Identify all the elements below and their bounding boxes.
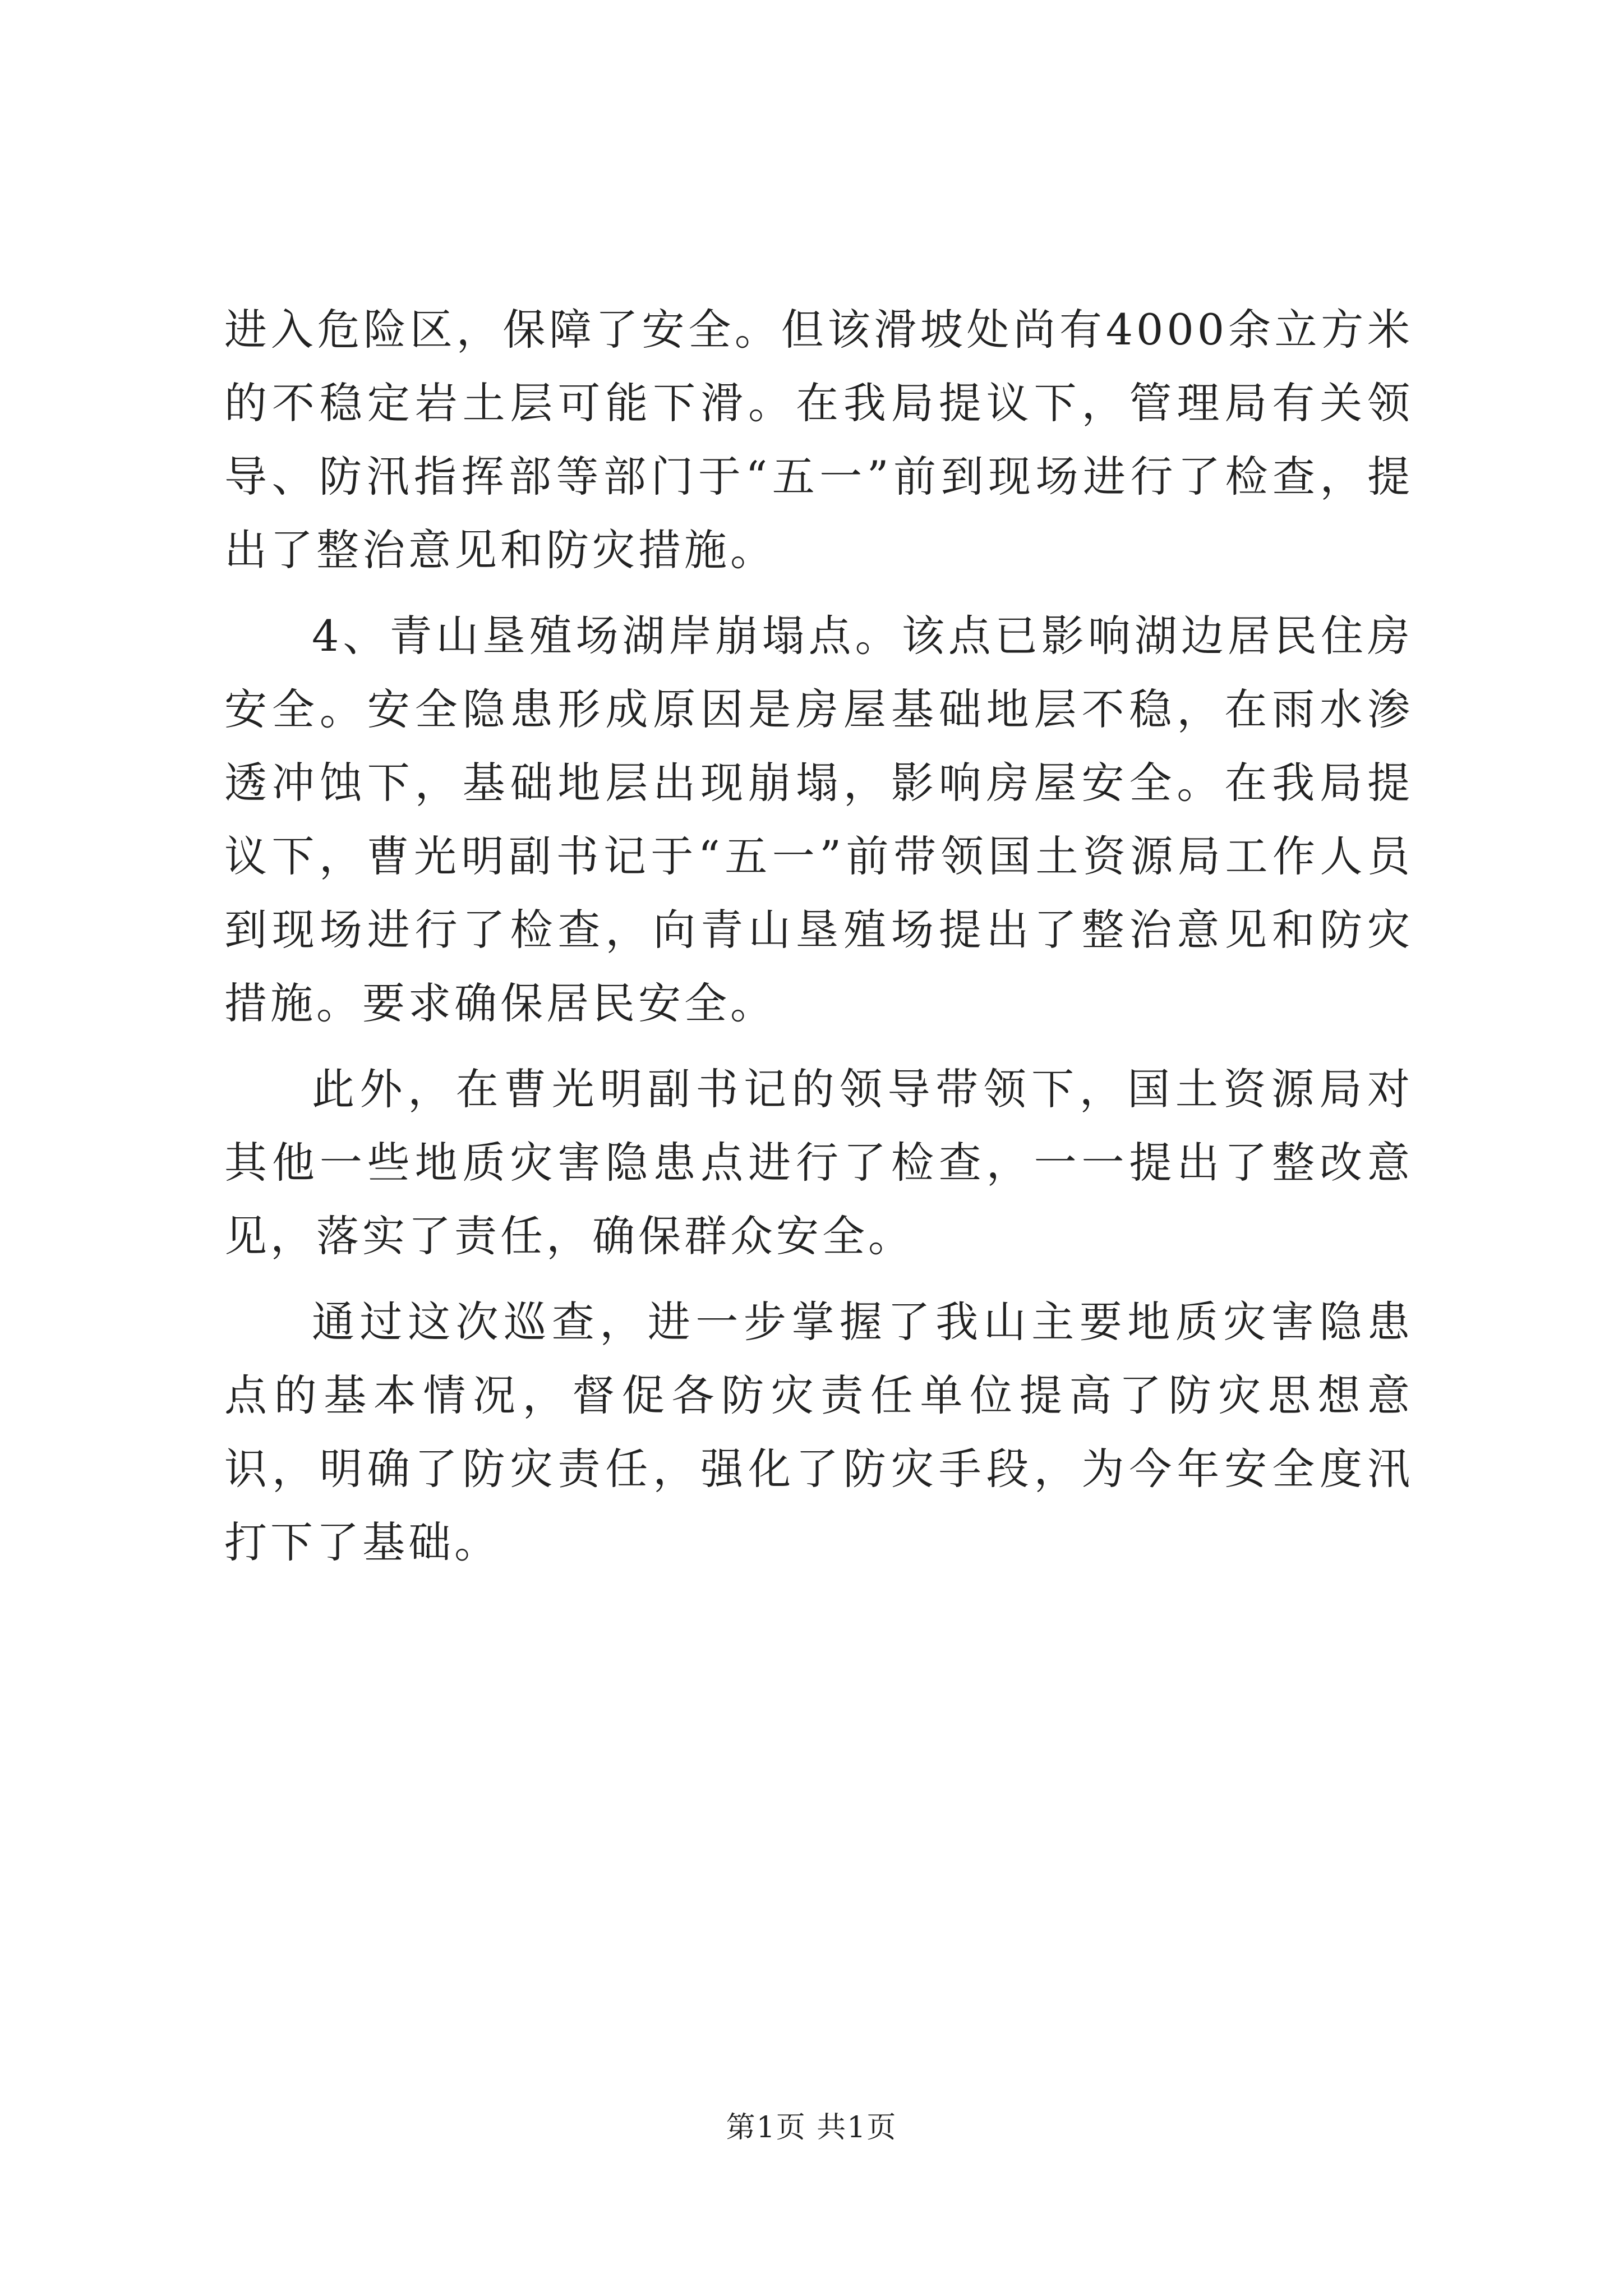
paragraph-4: 通过这次巡查，进一步掌握了我山主要地质灾害隐患点的基本情况，督促各防灾责任单位提高了防灾思想意识，明确了防灾责任，强化了防灾手段，为今年安全度汛打下了基础。: [224, 1297, 1413, 1567]
paragraph-2: 4、青山垦殖场湖岸崩塌点。该点已影响湖边居民住房安全。安全隐患形成原因是房屋基础地层不稳，在雨水渗透冲蚀下，基础地层出现崩塌，影响房屋安全。在我局提议下，曹光明副书记于“五一”前带领国土资源局工作人员到现场进行了检查，向青山垦殖场提出了整治意见和防灾措施。要求确保居民安全。: [224, 611, 1413, 1028]
paragraph-3: 此外，在曹光明副书记的领导带领下，国土资源局对其他一些地质灾害隐患点进行了检查，一一提出了整改意见，落实了责任，确保群众安全。: [224, 1064, 1413, 1261]
document-body: [224, 293, 1413, 1579]
page-footer: 第1页 共1页: [726, 2111, 897, 2145]
paragraph-1: 进入危险区，保障了安全。但该滑坡处尚有4000余立方米的不稳定岩土层可能下滑。在我局提议下，管理局有关领导、防汛指挥部等部门于“五一”前到现场进行了检查，提出了整治意见和防灾措施。: [224, 305, 1413, 575]
